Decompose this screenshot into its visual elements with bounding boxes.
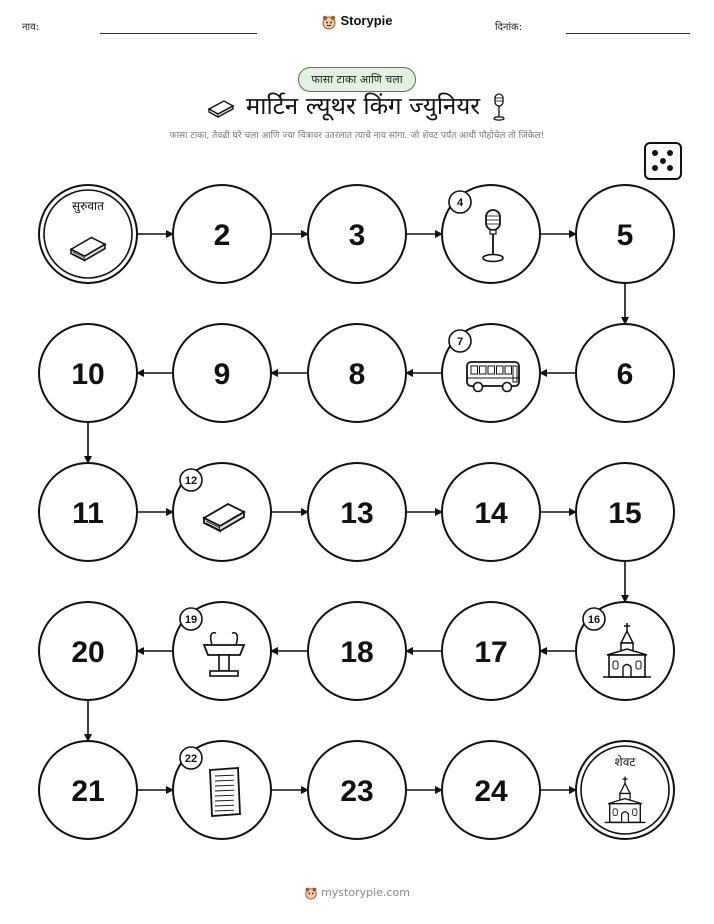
square-number: 21 <box>71 775 105 808</box>
brand-name: Storypie <box>340 13 393 28</box>
page-title: मार्टिन ल्यूथर किंग ज्युनियर <box>245 92 481 120</box>
square-17[interactable] <box>442 602 540 700</box>
square-21[interactable] <box>39 741 137 839</box>
square-number: 3 <box>348 219 366 252</box>
square-6[interactable] <box>576 324 674 422</box>
square-number: 13 <box>340 497 374 530</box>
square-14[interactable] <box>442 463 540 561</box>
square-number: 19 <box>184 614 198 626</box>
square-number: 18 <box>340 636 374 669</box>
square-16[interactable] <box>576 602 674 700</box>
end-label: शेवट <box>614 755 636 769</box>
square-23[interactable] <box>308 741 406 839</box>
square-11[interactable] <box>39 463 137 561</box>
square-number: 2 <box>213 219 231 252</box>
square-number: 10 <box>71 358 105 391</box>
square-19[interactable] <box>173 602 271 700</box>
square-number: 20 <box>71 636 105 669</box>
footer <box>0 886 714 900</box>
name-label: नाव: <box>22 22 40 33</box>
square-number: 16 <box>587 614 601 626</box>
storypie-mascot-icon <box>304 886 318 900</box>
square-number: 12 <box>184 475 198 487</box>
end-square[interactable] <box>576 741 674 839</box>
square-number: 15 <box>608 497 642 530</box>
square-13[interactable] <box>308 463 406 561</box>
square-4[interactable] <box>442 185 540 283</box>
square-22[interactable] <box>173 741 271 839</box>
square-number: 6 <box>616 358 634 391</box>
square-number: 11 <box>72 497 104 530</box>
square-number: 23 <box>340 775 374 808</box>
square-18[interactable] <box>308 602 406 700</box>
square-number: 9 <box>213 358 231 391</box>
square-7[interactable] <box>442 324 540 422</box>
square-5[interactable] <box>576 185 674 283</box>
square-15[interactable] <box>576 463 674 561</box>
square-24[interactable] <box>442 741 540 839</box>
square-number: 14 <box>474 497 508 530</box>
square-number: 7 <box>456 336 464 348</box>
squares <box>39 185 674 839</box>
paper-icon <box>210 768 240 816</box>
square-8[interactable] <box>308 324 406 422</box>
date-label: दिनांक: <box>495 22 523 33</box>
square-3[interactable] <box>308 185 406 283</box>
square-9[interactable] <box>173 324 271 422</box>
square-number: 17 <box>474 636 508 669</box>
square-number: 22 <box>184 753 198 765</box>
square-number: 5 <box>616 219 634 252</box>
footer-url[interactable]: mystorypie.com <box>321 886 410 899</box>
square-2[interactable] <box>173 185 271 283</box>
square-12[interactable] <box>173 463 271 561</box>
square-20[interactable] <box>39 602 137 700</box>
square-number: 4 <box>456 197 464 209</box>
square-10[interactable] <box>39 324 137 422</box>
instructions: फासा टाका, तेवढी घरे चला आणि ज्या चित्रावर उतरलात त्याचे नाव सांगा. जो शेवट पर्यंत आधी पोहोचेल तो जिंकेल! <box>169 131 545 141</box>
square-number: 8 <box>348 358 366 391</box>
square-number: 24 <box>474 775 508 808</box>
start-label: सुरुवात <box>72 199 104 213</box>
game-tag-text: फासा टाका आणि चला <box>298 67 415 92</box>
start-square[interactable] <box>39 185 137 283</box>
